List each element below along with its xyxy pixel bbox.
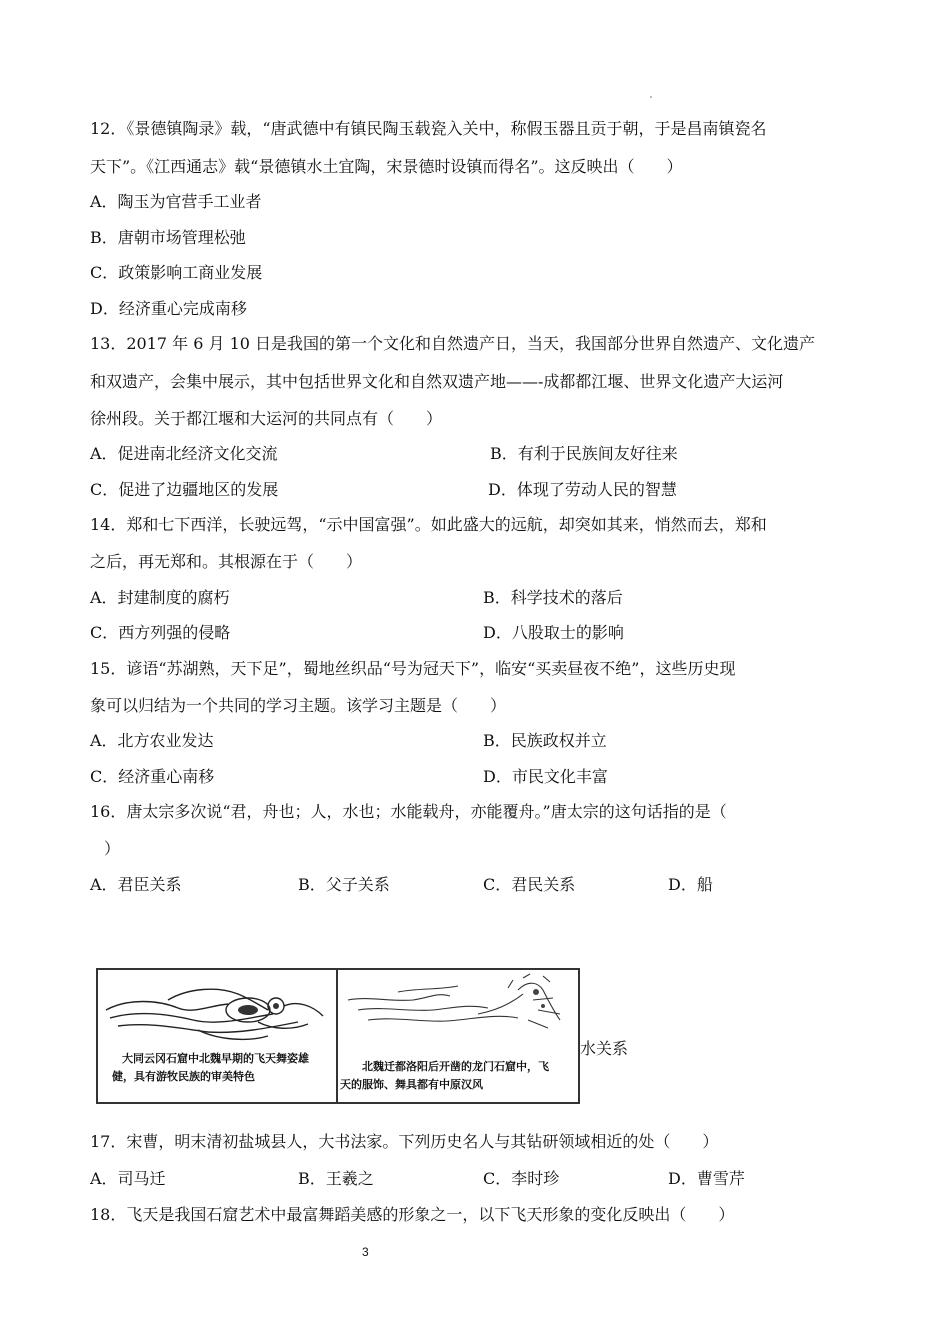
q14-stem-line1: 14．郑和七下西洋，长驶远驾，“示中国富强”。如此盛大的远航，却突如其来，悄然而去，郑和 (90, 515, 767, 534)
longmen-caption-line1: 北魏迁都洛阳后开凿的龙门石窟中，飞 (362, 1060, 549, 1073)
q16-option-d: D．船 (668, 875, 713, 894)
q13-option-c: C．促进了边疆地区的发展 (90, 480, 279, 499)
scan-speck (650, 96, 652, 98)
q15-option-d: D．市民文化丰富 (483, 767, 608, 786)
flying-apsaras-figure (96, 968, 580, 1104)
q13-stem-line2: 和双遗产，会集中展示，其中包括世界文化和自然双遗产地——-成都都江堰、世界文化遗产大运河 (90, 372, 784, 391)
q16-option-a: A．君臣关系 (90, 875, 182, 894)
q13-option-d: D．体现了劳动人民的智慧 (488, 480, 677, 499)
q17-option-a: A．司马迁 (90, 1169, 166, 1188)
q16-option-c: C．君民关系 (483, 875, 576, 894)
q17-stem-line1: 17．宋曹，明末清初盐城县人，大书法家。下列历史名人与其钻研领域相近的处（ ） (90, 1132, 719, 1151)
q12-option-b: B．唐朝市场管理松弛 (90, 228, 246, 247)
q14-option-b: B．科学技术的落后 (483, 588, 623, 607)
page-number: 3 (362, 1245, 369, 1259)
q14-option-a: A．封建制度的腐朽 (90, 588, 230, 607)
yungang-apsara-panel (98, 970, 338, 1102)
q13-option-a: A．促进南北经济文化交流 (90, 444, 278, 463)
q17-option-c: C．李时珍 (483, 1169, 560, 1188)
q16-option-b: B．父子关系 (298, 875, 390, 894)
q13-stem-line3: 徐州段。关于都江堰和大运河的共同点有（ ） (90, 409, 443, 428)
q15-option-b: B．民族政权并立 (483, 731, 607, 750)
q17-option-d: D．曹雪芹 (668, 1169, 745, 1188)
q16-stem-line2: ） (104, 839, 121, 858)
longmen-apsara-illustration (338, 970, 576, 1050)
q18-stem-line1: 18．飞天是我国石窟艺术中最富舞蹈美感的形象之一，以下飞天形象的变化反映出（ ） (90, 1205, 735, 1224)
q15-stem-line1: 15．谚语“苏湖熟，天下足”，蜀地丝织品“号为冠天下”，临安“买卖昼夜不绝”，这些历史现 (90, 659, 736, 678)
q15-stem-line2: 象可以归结为一个共同的学习主题。该学习主题是（ ） (90, 696, 507, 715)
q16-stem-line1: 16．唐太宗多次说“君，舟也；人，水也；水能载舟，亦能覆舟。”唐太宗的这句话指的是（ (90, 802, 727, 821)
yungang-apsara-illustration (98, 970, 334, 1060)
q12-stem-line1: 12．《景德镇陶录》载，“唐武德中有镇民陶玉载瓷入关中，称假玉器且贡于朝，于是昌南镇瓷名 (90, 119, 767, 138)
figure-side-text: 水关系 (580, 1039, 629, 1058)
q15-option-c: C．经济重心南移 (90, 767, 215, 786)
q12-option-d: D．经济重心完成南移 (90, 299, 247, 318)
q15-option-a: A．北方农业发达 (90, 731, 214, 750)
q12-stem-line2: 天下”。《江西通志》载“景德镇水土宜陶，宋景德时设镇而得名”。这反映出（ ） (90, 157, 683, 176)
q12-option-a: A．陶玉为官营手工业者 (90, 192, 262, 211)
q17-option-b: B．王羲之 (298, 1169, 374, 1188)
longmen-apsara-panel (338, 970, 578, 1102)
longmen-caption-line2: 天的服饰、舞具都有中原汉风 (340, 1078, 483, 1091)
q12-option-c: C．政策影响工商业发展 (90, 263, 263, 282)
q14-stem-line2: 之后，再无郑和。其根源在于（ ） (90, 552, 363, 571)
yungang-caption-line1: 大同云冈石窟中北魏早期的飞天舞姿雄 (122, 1052, 309, 1065)
q13-stem-line1: 13．2017 年 6 月 10 日是我国的第一个文化和自然遗产日，当天，我国部分世界自然遗产、文化遗产 (90, 334, 816, 353)
q14-option-c: C．西方列强的侵略 (90, 623, 231, 642)
q14-option-d: D．八股取士的影响 (483, 623, 624, 642)
q13-option-b: B．有利于民族间友好往来 (490, 444, 678, 463)
yungang-caption-line2: 健，具有游牧民族的审美特色 (112, 1070, 255, 1083)
